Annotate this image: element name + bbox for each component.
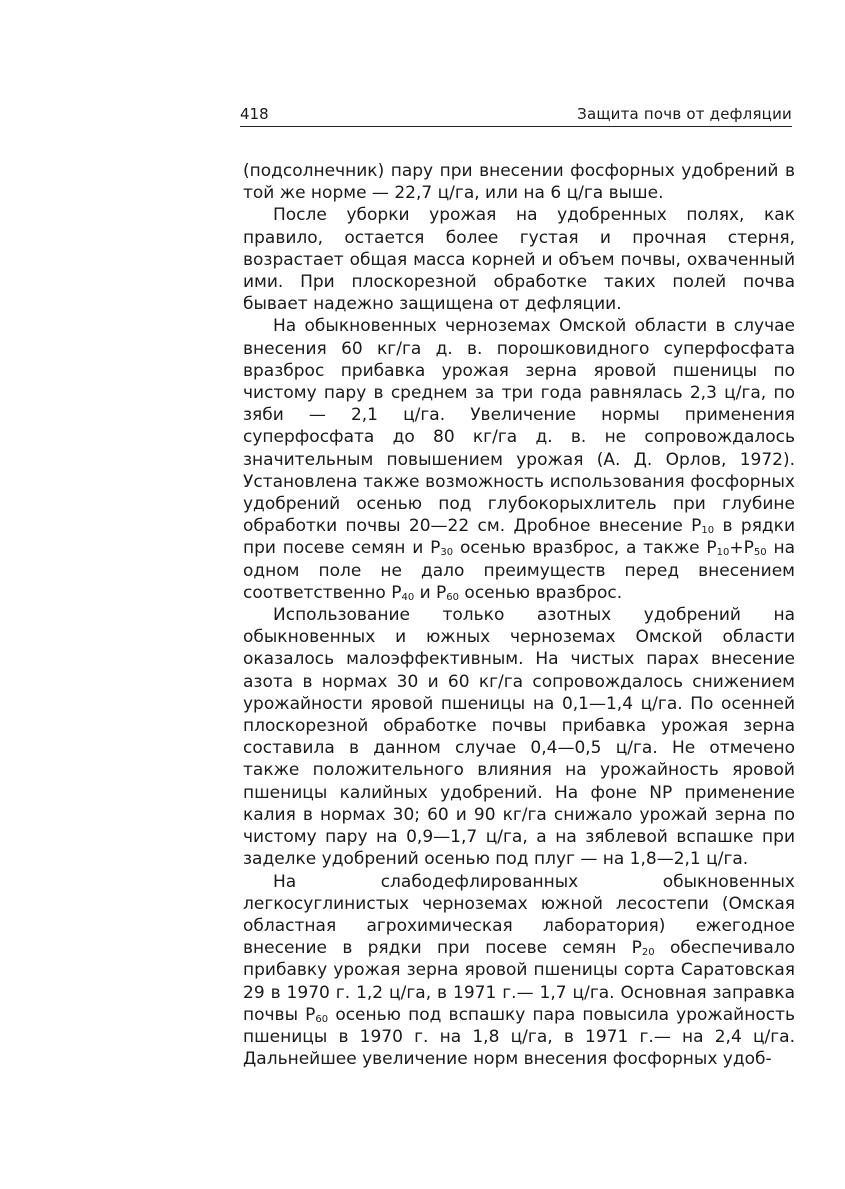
paragraph	[243, 315, 795, 604]
text-run: осенью под вспашку пара повысила урожайность пшеницы в 1970 г. на 1,8 ц/га, в 1971 г.— на 2,4 ц/га. Дальнейшее увеличение норм внесения фосфорных удоб-	[243, 1004, 796, 1070]
text-run: на одном поле не дало преимуществ перед внесением соответственно Р	[243, 538, 796, 603]
paragraph	[243, 160, 795, 204]
paragraph	[243, 604, 795, 870]
paragraph	[243, 204, 795, 315]
text-run: осенью вразброс, а также Р	[453, 538, 717, 559]
paragraph	[243, 871, 795, 1071]
text-run: (подсолнечник) пару при внесении фосфорных удобрений в той же норме — 22,7 ц/га, или на 6 ц/га выше.	[243, 161, 795, 204]
body-text	[243, 160, 795, 1070]
text-run: осенью вразброс.	[459, 582, 623, 603]
subscript: 60	[446, 591, 460, 603]
subscript: 60	[315, 1013, 329, 1025]
text-run: обеспечивало прибавку урожая зерна яровой пшеницы сорта Саратовская 29 в 1970 г. 1,2 ц/га, в 1971 г.— 1,7 ц/га. Основная заправка почвы Р	[243, 938, 795, 1025]
subscript: 50	[753, 547, 767, 559]
subscript: 30	[440, 547, 454, 559]
text-run: На обыкновенных черноземах Омской области в случае внесения 60 кг/га д. в. порошковидного суперфосфата вразброс прибавка урожая зерна яровой пшеницы по чистому пару в среднем за три года равнялась 2,3 ц/га, по зяби — 2,1 ц/га. Увеличение нормы применения суперфосфата до 80 кг/га д. в. не сопровождалось значительным повышением урожая (А. Д. Орлов, 1972). Установлена также возможность использования фосфорных удобрений осенью под глубокорыхлитель при глубине обработки почвы 20—22 см. Дробное внесение Р	[243, 316, 795, 537]
text-run: После уборки урожая на удобренных полях, как правило, остается более густая и прочная стерня, возрастает общая масса корней и объем почвы, охваченный ими. При плоскорезной обработке таких полей почва бывает надежно защищена от дефляции.	[243, 205, 795, 315]
text-run: Использование только азотных удобрений на обыкновенных и южных черноземах Омской области оказалось малоэффективным. На чистых парах внесение азота в нормах 30 и 60 кг/га сопровождалось снижением урожайности яровой пшеницы на 0,1—1,4 ц/га. По осенней плоскорезной обработке почвы прибавка урожая зерна составила в данном случае 0,4—0,5 ц/га. Не отмечено также положительного влияния на урожайность яровой пшеницы калийных удобрений. На фоне NP применение калия в нормах 30; 60 и 90 кг/га снижало урожай зерна по чистому пару на 0,9—1,7 ц/га, а на зяблевой вспашке при заделке удобрений осенью под плуг — на 1,8—2,1 ц/га.	[243, 605, 795, 870]
subscript: 10	[716, 547, 730, 559]
text-run: и Р	[414, 582, 447, 603]
text-run: На слабодефлированных обыкновенных легкосуглинистых черноземах южной лесостепи (Омская областная агрохимическая лаборатория) ежегодное внесение в рядки при посеве семян Р	[243, 871, 795, 959]
subscript: 20	[641, 947, 655, 959]
subscript: 40	[401, 591, 415, 603]
subscript: 10	[701, 525, 715, 537]
text-run: +Р	[729, 538, 754, 559]
text-run: в рядки при посеве семян и Р	[243, 516, 795, 559]
running-title: Защита почв от дефляции	[577, 105, 792, 123]
page-number: 418	[240, 105, 269, 123]
page-header	[240, 104, 792, 127]
